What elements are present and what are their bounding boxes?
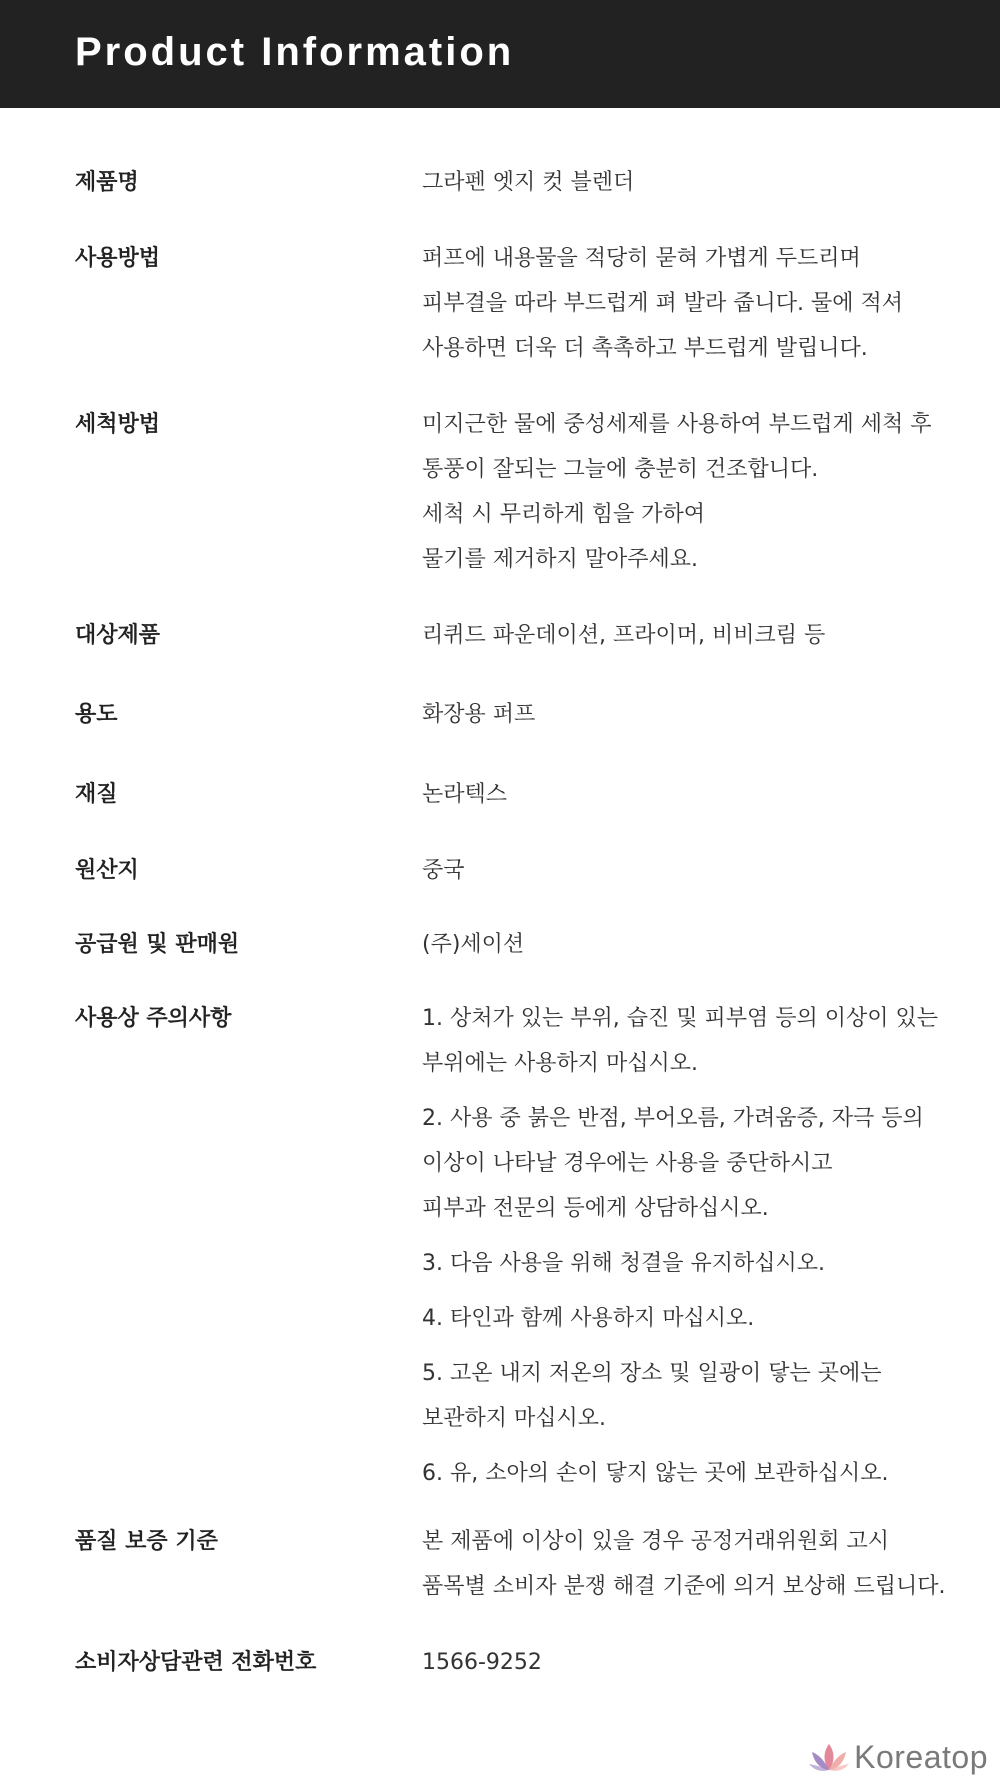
value-line: 1566-9252 <box>422 1650 542 1675</box>
value-line: 미지근한 물에 중성세제를 사용하여 부드럽게 세척 후 <box>422 412 932 437</box>
value-line: 세척 시 무리하게 힘을 가하여 <box>422 502 705 527</box>
value-line: 통풍이 잘되는 그늘에 충분히 건조합니다. <box>422 457 819 482</box>
row-label: 재질 <box>75 782 118 807</box>
value-line: 퍼프에 내용물을 적당히 묻혀 가볍게 두드리며 <box>422 246 861 271</box>
caution-item <box>422 1451 982 1496</box>
row-value <box>422 772 982 817</box>
row-label: 공급원 및 판매원 <box>75 932 240 957</box>
row-label: 세척방법 <box>75 412 161 437</box>
value-line: 5. 고온 내지 저온의 장소 및 일광이 닿는 곳에는 <box>422 1361 882 1386</box>
caution-item <box>422 1096 982 1231</box>
logo-text: Koreatop <box>854 1738 988 1775</box>
koreatop-logo <box>808 1737 988 1777</box>
row-value <box>422 160 982 205</box>
row-value <box>422 402 982 582</box>
caution-item <box>422 1351 982 1441</box>
value-line: 본 제품에 이상이 있을 경우 공정거래위원회 고시 <box>422 1529 890 1554</box>
row-label: 제품명 <box>75 170 139 195</box>
row-value <box>422 848 982 893</box>
value-line: 이상이 나타날 경우에는 사용을 중단하시고 <box>422 1151 833 1176</box>
value-line: 4. 타인과 함께 사용하지 마십시오. <box>422 1306 755 1331</box>
value-line: 부위에는 사용하지 마십시오. <box>422 1051 699 1076</box>
row-value <box>422 236 982 371</box>
row-label: 용도 <box>75 702 118 727</box>
value-line: 품목별 소비자 분쟁 해결 기준에 의거 보상해 드립니다. <box>422 1574 946 1599</box>
row-label: 사용방법 <box>75 246 161 271</box>
lotus-icon <box>808 1740 850 1774</box>
caution-item <box>422 1296 982 1341</box>
value-line: 6. 유, 소아의 손이 닿지 않는 곳에 보관하십시오. <box>422 1461 889 1486</box>
row-value <box>422 996 982 1496</box>
row-label: 대상제품 <box>75 623 161 648</box>
value-line: 3. 다음 사용을 위해 청결을 유지하십시오. <box>422 1251 825 1276</box>
value-line: 물기를 제거하지 말아주세요. <box>422 547 699 572</box>
value-line: 사용하면 더욱 더 촉촉하고 부드럽게 발립니다. <box>422 336 868 361</box>
page-title: Product Information <box>75 30 515 74</box>
value-line: (주)세이션 <box>422 932 525 957</box>
value-line: 중국 <box>422 858 465 883</box>
row-label: 품질 보증 기준 <box>75 1529 218 1554</box>
caution-item <box>422 996 982 1086</box>
row-label: 소비자상담관련 전화번호 <box>75 1650 317 1675</box>
row-label: 원산지 <box>75 858 139 883</box>
row-label: 사용상 주의사항 <box>75 1006 232 1031</box>
caution-item <box>422 1241 982 1286</box>
row-value <box>422 1640 982 1685</box>
value-line: 1. 상처가 있는 부위, 습진 및 피부염 등의 이상이 있는 <box>422 1006 938 1031</box>
value-line: 리퀴드 파운데이션, 프라이머, 비비크림 등 <box>422 623 826 648</box>
row-value <box>422 922 982 967</box>
value-line: 그라펜 엣지 컷 블렌더 <box>422 170 635 195</box>
value-line: 화장용 퍼프 <box>422 702 536 727</box>
value-line: 2. 사용 중 붉은 반점, 부어오름, 가려움증, 자극 등의 <box>422 1106 924 1131</box>
value-line: 피부결을 따라 부드럽게 펴 발라 줍니다. 물에 적셔 <box>422 291 903 316</box>
header-bar <box>0 0 1000 108</box>
value-line: 논라텍스 <box>422 782 508 807</box>
row-value <box>422 1519 982 1609</box>
row-value <box>422 613 982 658</box>
value-line: 피부과 전문의 등에게 상담하십시오. <box>422 1196 769 1221</box>
value-line: 보관하지 마십시오. <box>422 1406 607 1431</box>
row-value <box>422 692 982 737</box>
